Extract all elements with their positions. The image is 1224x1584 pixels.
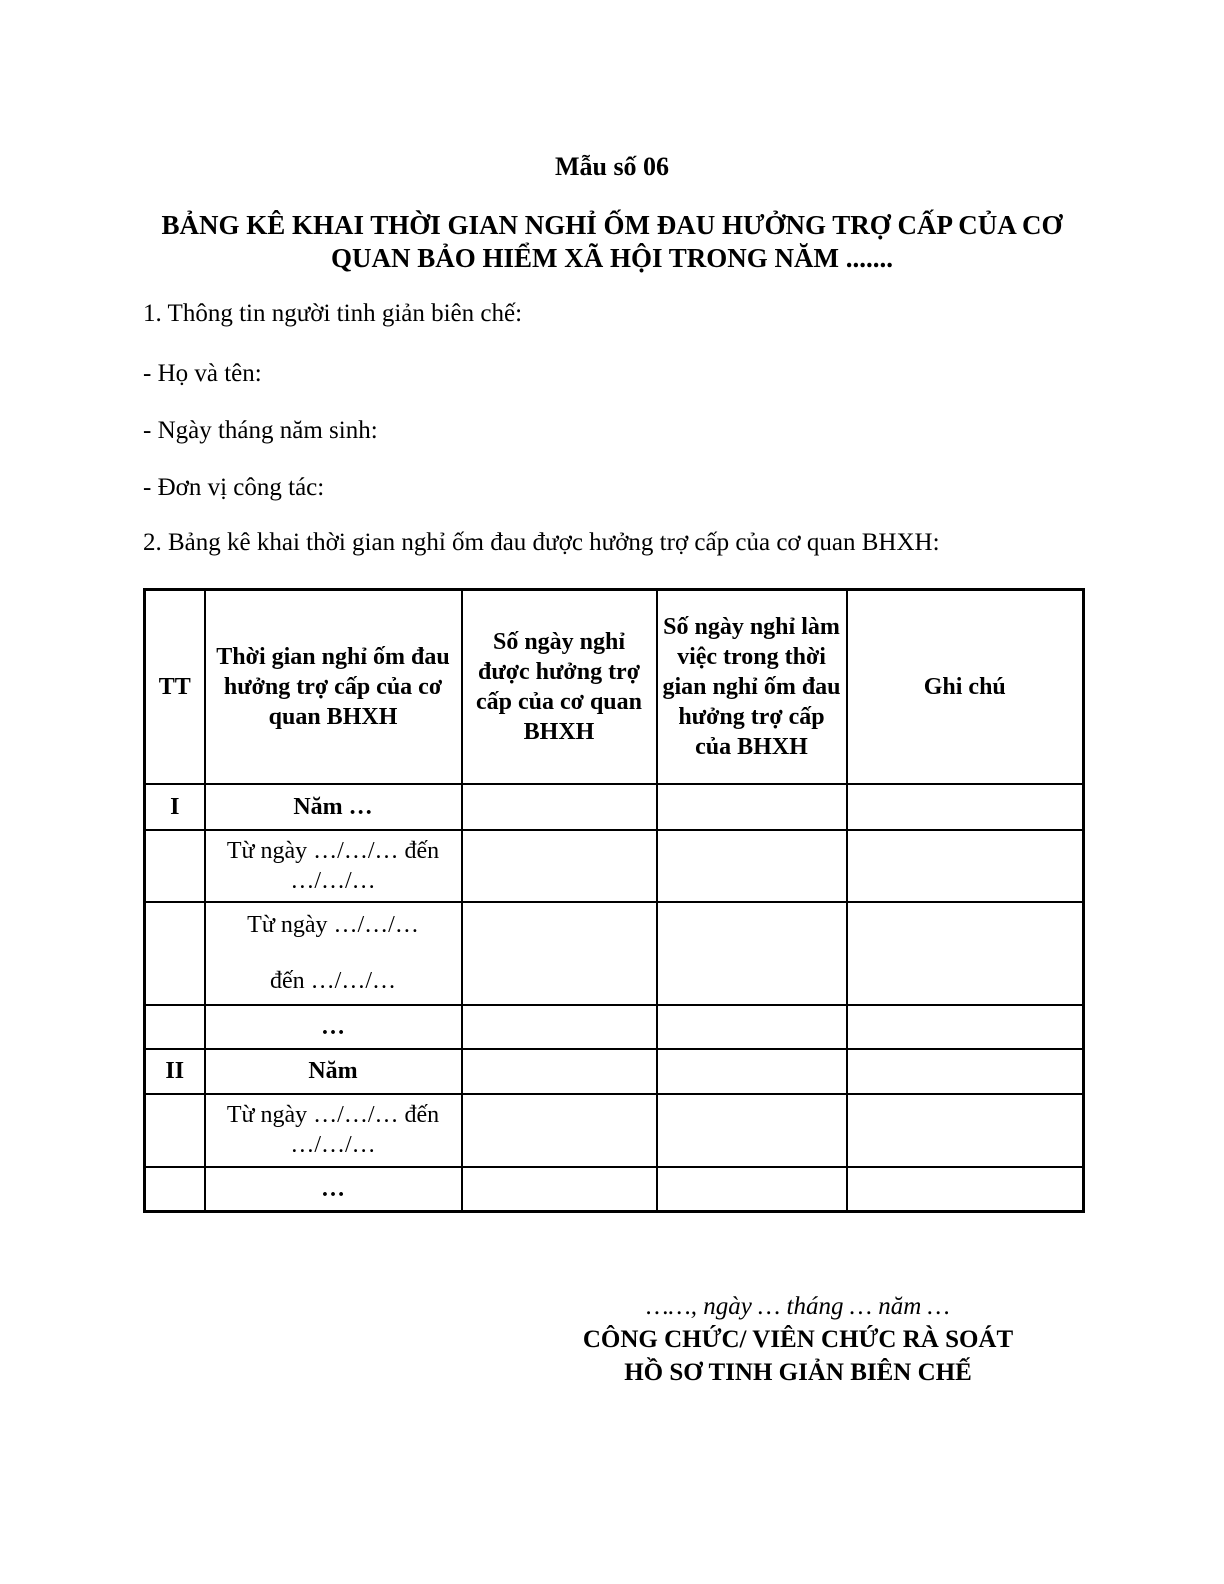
cell-note — [847, 830, 1084, 902]
col-header-leave-period: Thời gian nghỉ ốm đau hưởng trợ cấp của cơ quan BHXH — [205, 590, 462, 784]
col-header-paid-leave-days: Số ngày nghỉ được hưởng trợ cấp của cơ quan BHXH — [462, 590, 657, 784]
cell-working-days — [657, 1049, 847, 1094]
field-date-of-birth: - Ngày tháng năm sinh: — [143, 417, 378, 444]
cell-leave-period: Từ ngày …/…/… đến …/…/… — [205, 1094, 462, 1167]
cell-working-days — [657, 1005, 847, 1049]
table-row-section-i — [145, 784, 1084, 830]
form-number-label: Mẫu số 06 — [554, 152, 670, 181]
section-1-heading: 1. Thông tin người tinh giản biên chế: — [143, 300, 523, 327]
cell-leave-period: … — [205, 1005, 462, 1049]
cell-note — [847, 902, 1084, 1005]
cell-paid-days — [462, 1049, 657, 1094]
sick-leave-table — [143, 588, 1085, 1213]
cell-note — [847, 1049, 1084, 1094]
cell-paid-days — [462, 902, 657, 1005]
signature-date-line: ……, ngày … tháng … năm … — [646, 1293, 950, 1320]
cell-tt — [145, 830, 205, 902]
cell-note — [847, 1167, 1084, 1212]
cell-tt: I — [145, 784, 205, 830]
cell-working-days — [657, 902, 847, 1005]
cell-working-days — [657, 784, 847, 830]
cell-note — [847, 1005, 1084, 1049]
field-full-name: - Họ và tên: — [143, 360, 262, 387]
cell-working-days — [657, 1094, 847, 1167]
cell-paid-days — [462, 1167, 657, 1212]
cell-note — [847, 1094, 1084, 1167]
cell-leave-period: Từ ngày …/…/… đến …/…/… — [205, 830, 462, 902]
col-header-notes: Ghi chú — [847, 590, 1084, 784]
signature-signer-title: CÔNG CHỨC/ VIÊN CHỨC RÀ SOÁT HỒ SƠ TINH GIẢN BIÊN CHẾ — [582, 1326, 1014, 1386]
cell-tt — [145, 1167, 205, 1212]
cell-leave-period: Năm — [205, 1049, 462, 1094]
section-2-heading: 2. Bảng kê khai thời gian nghỉ ốm đau được hưởng trợ cấp của cơ quan BHXH: — [143, 529, 940, 556]
cell-leave-period — [205, 902, 462, 1005]
cell-paid-days — [462, 1094, 657, 1167]
table-header-row — [145, 590, 1084, 784]
table-row-leave-entry — [145, 830, 1084, 902]
cell-leave-period: Năm … — [205, 784, 462, 830]
field-work-unit: - Đơn vị công tác: — [143, 474, 325, 501]
cell-tt — [145, 1005, 205, 1049]
table-row-section-ii — [145, 1049, 1084, 1094]
cell-paid-days — [462, 830, 657, 902]
cell-leave-period: … — [205, 1167, 462, 1212]
cell-tt — [145, 1094, 205, 1167]
cell-working-days — [657, 1167, 847, 1212]
signature-block — [548, 1292, 1048, 1389]
cell-paid-days — [462, 784, 657, 830]
cell-tt: II — [145, 1049, 205, 1094]
table-row-leave-entry — [145, 902, 1084, 1005]
cell-working-days — [657, 830, 847, 902]
leave-period-line-2: đến …/…/… — [270, 968, 396, 994]
table-row-ellipsis — [145, 1005, 1084, 1049]
cell-note — [847, 784, 1084, 830]
cell-paid-days — [462, 1005, 657, 1049]
col-header-tt: TT — [145, 590, 205, 784]
table-row-leave-entry — [145, 1094, 1084, 1167]
col-header-working-days: Số ngày nghỉ làm việc trong thời gian nghỉ ốm đau hưởng trợ cấp của BHXH — [657, 590, 847, 784]
leave-period-line-1: Từ ngày …/…/… — [247, 912, 419, 938]
cell-tt — [145, 902, 205, 1005]
document-title: BẢNG KÊ KHAI THỜI GIAN NGHỈ ỐM ĐAU HƯỞNG TRỢ CẤP CỦA CƠ QUAN BẢO HIỂM XÃ HỘI TRONG NĂM ....... — [161, 210, 1063, 273]
table-row-ellipsis — [145, 1167, 1084, 1212]
